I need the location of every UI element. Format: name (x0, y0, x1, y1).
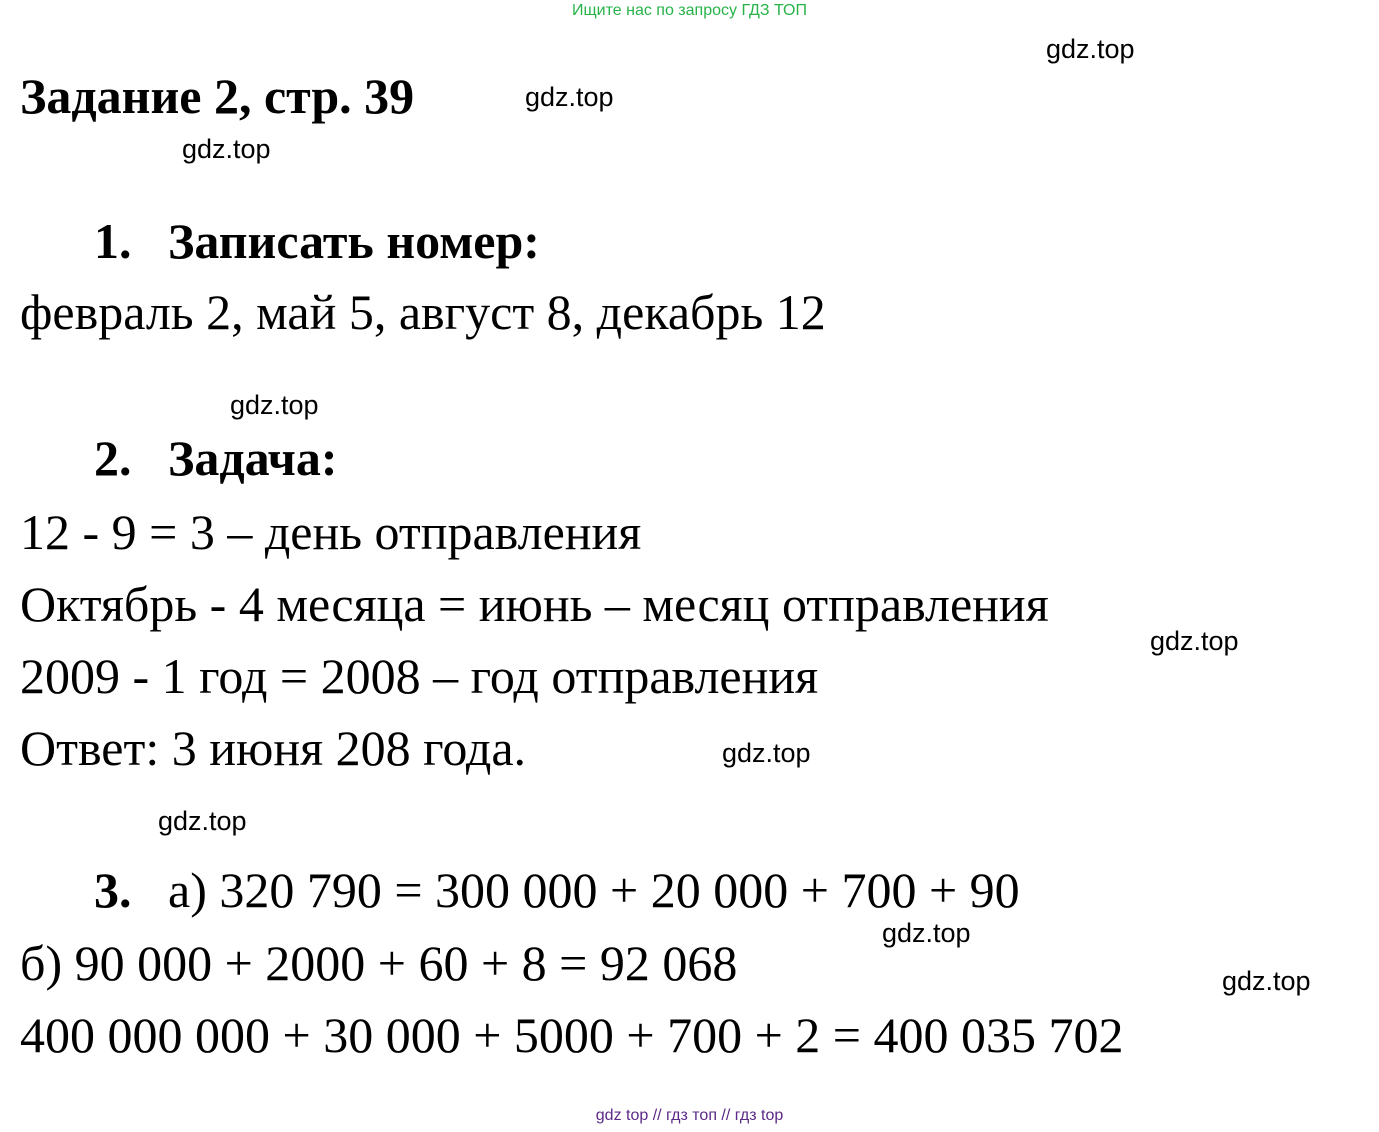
section-1-title: Записать номер: (168, 213, 540, 269)
watermark: gdz.top (158, 806, 247, 836)
watermark: gdz.top (525, 82, 614, 112)
section-2-line-year: 2009 - 1 год = 2008 – год отправления (20, 648, 819, 704)
section-2-line-month: Октябрь - 4 месяца = июнь – месяц отправления (20, 576, 1049, 632)
section-3-expression-a: а) 320 790 = 300 000 + 20 000 + 700 + 90 (168, 862, 1020, 918)
watermark: gdz.top (1046, 34, 1135, 64)
watermark: gdz.top (722, 738, 811, 768)
section-3-line-a (94, 861, 1020, 919)
section-2-answer: Ответ: 3 июня 208 года. (20, 720, 527, 776)
watermark: gdz.top (182, 134, 271, 164)
watermark: gdz.top (1222, 966, 1311, 996)
footer-note: gdz top // гдз топ // гдз top (595, 1107, 784, 1124)
watermark: gdz.top (882, 918, 971, 948)
section-2-number: 2. (94, 430, 132, 486)
top-search-note: Ищите нас по запросу ГДЗ ТОП (572, 2, 807, 19)
page-title: Задание 2, стр. 39 (20, 68, 415, 124)
section-1-heading (94, 212, 540, 270)
section-2-line-day: 12 - 9 = 3 – день отправления (20, 504, 642, 560)
section-3-line-b: б) 90 000 + 2000 + 60 + 8 = 92 068 (20, 935, 738, 991)
watermark: gdz.top (1150, 626, 1239, 656)
section-3-number: 3. (94, 862, 132, 918)
section-2-heading (94, 429, 338, 487)
section-2-title: Задача: (168, 430, 338, 486)
section-1-answer: февраль 2, май 5, август 8, декабрь 12 (20, 284, 826, 340)
watermark: gdz.top (230, 390, 319, 420)
section-1-number: 1. (94, 213, 132, 269)
section-3-line-c: 400 000 000 + 30 000 + 5000 + 700 + 2 = 400 035 702 (20, 1007, 1124, 1063)
